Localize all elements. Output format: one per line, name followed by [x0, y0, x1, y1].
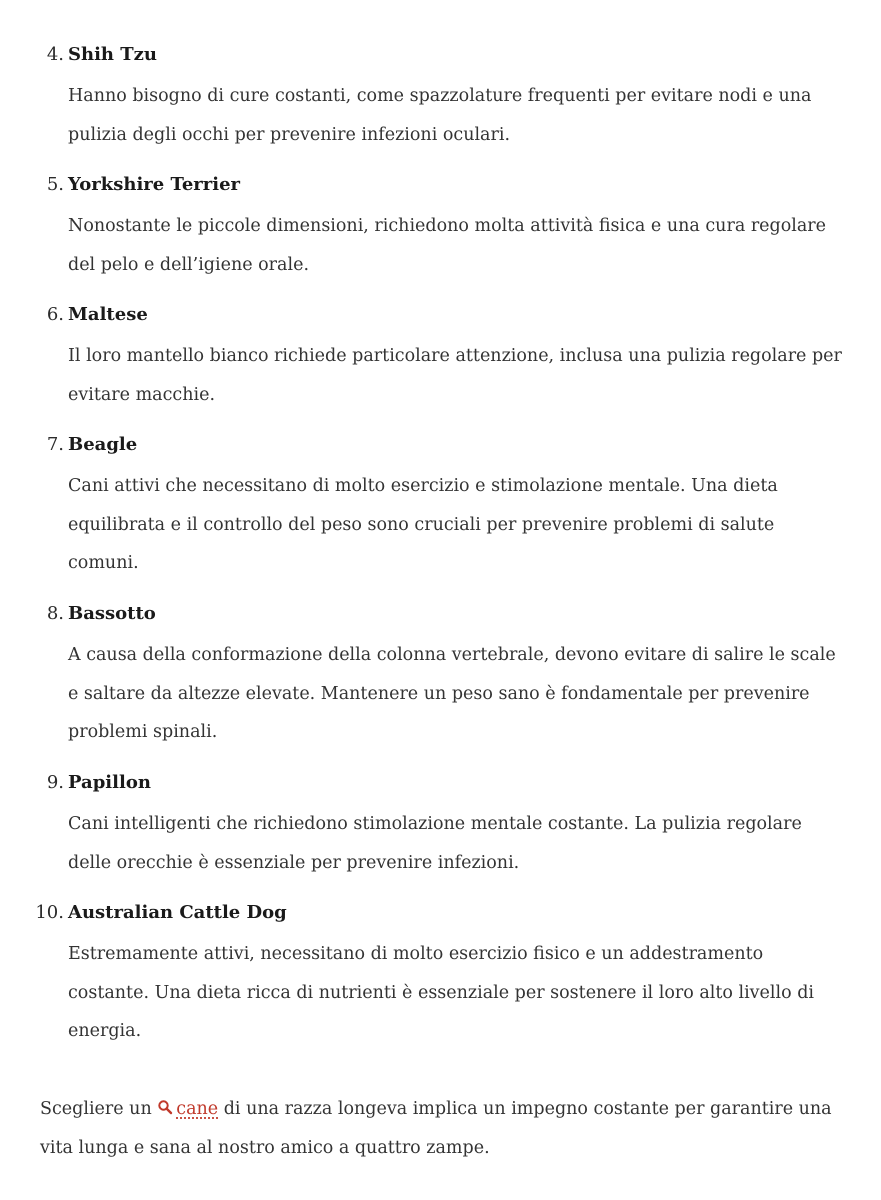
item-title: Yorkshire Terrier — [68, 174, 241, 195]
keyword-link-cane[interactable] — [157, 1099, 218, 1119]
item-description: Nonostante le piccole dimensioni, richiedono molta attività fisica e una cura regolare del pelo e dell’igiene orale. — [68, 216, 827, 275]
item-title: Shih Tzu — [68, 44, 157, 65]
item-number: 6. — [46, 304, 64, 325]
item-number: 8. — [46, 603, 64, 624]
outro-text-before: Scegliere un — [40, 1099, 158, 1119]
search-icon — [157, 1099, 173, 1115]
item-description: Hanno bisogno di cure costanti, come spazzolature frequenti per evitare nodi e una pulizia degli occhi per prevenire infezioni oculari. — [68, 86, 812, 145]
item-description: Cani attivi che necessitano di molto esercizio e stimolazione mentale. Una dieta equilibrata e il controllo del peso sono cruciali per prevenire problemi di salute comuni. — [68, 476, 778, 573]
item-number: 5. — [46, 174, 64, 195]
item-description: Estremamente attivi, necessitano di molto esercizio fisico e un addestramento costante. Una dieta ricca di nutrienti è essenziale per sostenere il loro alto livello di energia. — [68, 944, 815, 1041]
item-number: 10. — [35, 902, 64, 923]
item-description: Cani intelligenti che richiedono stimolazione mentale costante. La pulizia regolare delle orecchie è essenziale per prevenire infezioni. — [68, 814, 802, 873]
item-title: Australian Cattle Dog — [68, 902, 287, 923]
item-title: Beagle — [68, 434, 138, 455]
item-title: Bassotto — [68, 603, 156, 624]
item-title: Papillon — [68, 772, 151, 793]
keyword-link-text: cane — [176, 1099, 219, 1119]
item-number: 7. — [46, 434, 64, 455]
outro-text-after: di una razza longeva implica un impegno costante per garantire una vita lunga e sana al nostro amico a quattro zampe. — [40, 1099, 832, 1158]
item-title: Maltese — [68, 304, 148, 325]
closing-paragraph — [40, 1090, 855, 1167]
item-description: Il loro mantello bianco richiede particolare attenzione, inclusa una pulizia regolare per evitare macchie. — [68, 346, 842, 405]
item-number: 4. — [46, 44, 64, 65]
item-description: A causa della conformazione della colonna vertebrale, devono evitare di salire le scale e saltare da altezze elevate. Mantenere un peso sano è fondamentale per prevenire problemi spinali. — [68, 645, 836, 742]
item-number: 9. — [46, 772, 64, 793]
